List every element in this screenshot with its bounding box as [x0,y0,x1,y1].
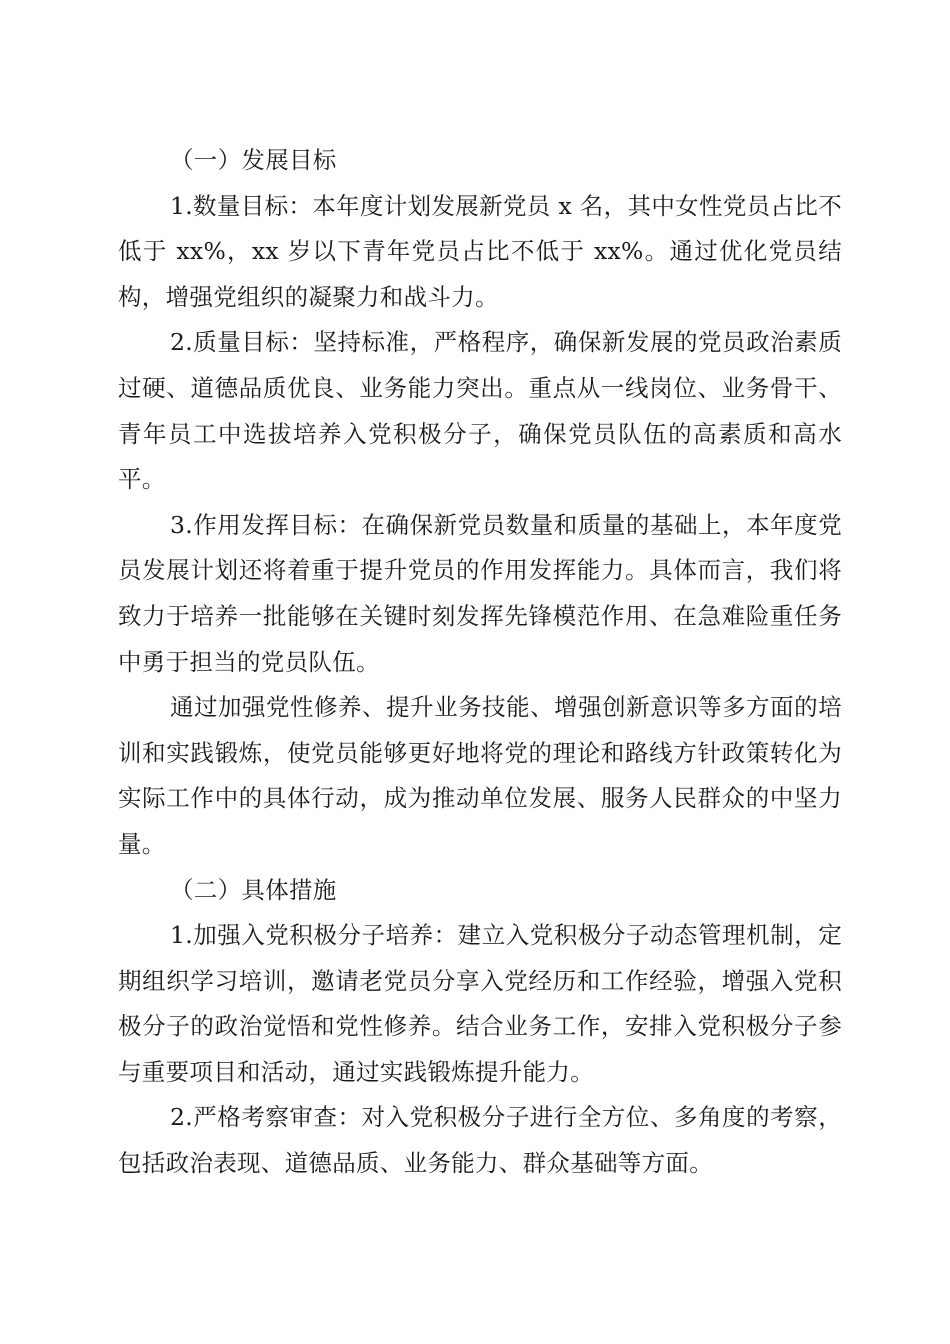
paragraph-activist-cultivation: 1.加强入党积极分子培养：建立入党积极分子动态管理机制，定期组织学习培训，邀请老党员分享入党经历和工作经验，增强入党积极分子的政治觉悟和党性修养。结合业务工作，安排入党积极分子参与重要项目和活动，通过实践锻炼提升能力。 [118,921,842,1086]
section-heading-specific-measures: （二）具体措施 [170,875,337,904]
paragraph-quality-goal: 2.质量目标：坚持标准，严格程序，确保新发展的党员政治素质过硬、道德品质优良、业务能力突出。重点从一线岗位、业务骨干、青年员工中选拔培养入党积极分子，确保党员队伍的高素质和高水平。 [118,328,842,494]
section-heading-development-goals: （一）发展目标 [170,146,337,174]
paragraph-strict-review: 2.严格考察审查：对入党积极分子进行全方位、多角度的考察，包括政治表现、道德品质、业务能力、群众基础等方面。 [118,1103,842,1178]
paragraph-quantity-goal: 1.数量目标：本年度计划发展新党员 x 名，其中女性党员占比不低于 xx%，xx 岁以下青年党员占比不低于 xx%。通过优化党员结构，增强党组织的凝聚力和战斗力。 [118,191,842,311]
paragraph-role-goal: 3.作用发挥目标：在确保新党员数量和质量的基础上，本年度党员发展计划还将着重于提升党员的作用发挥能力。具体而言，我们将致力于培养一批能够在关键时刻发挥先锋模范作用、在急难险重任务中勇于担当的党员队伍。 [118,510,842,676]
paragraph-training: 通过加强党性修养、提升业务技能、增强创新意识等多方面的培训和实践锻炼，使党员能够更好地将党的理论和路线方针政策转化为实际工作中的具体行动，成为推动单位发展、服务人民群众的中坚力量。 [118,693,842,858]
document-body [118,138,842,1187]
